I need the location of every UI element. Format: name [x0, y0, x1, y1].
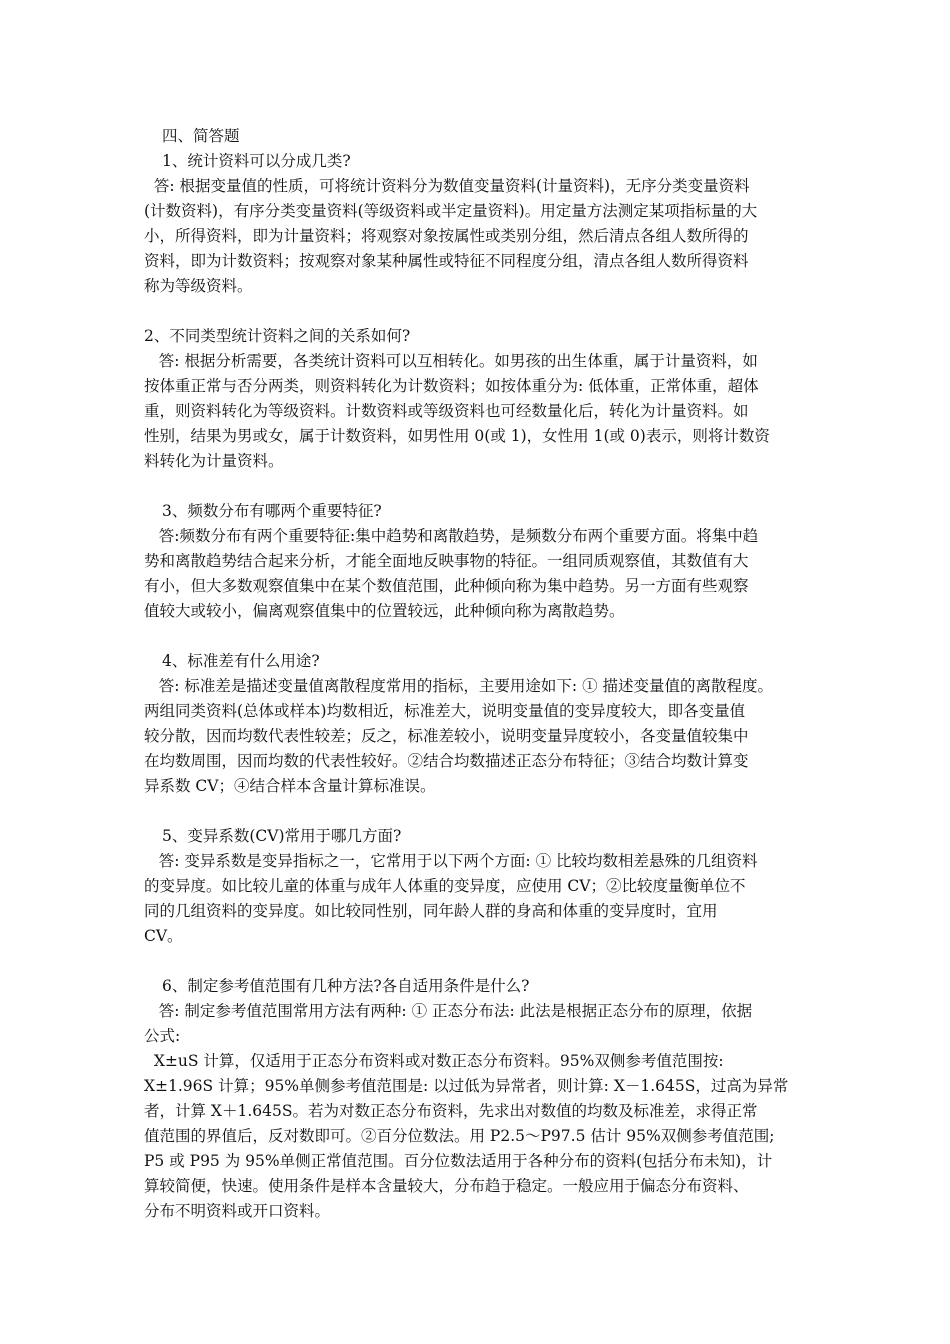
answer-line: 的变异度。如比较儿童的体重与成年人体重的变异度，应使用 CV；②比较度量衡单位不 [144, 877, 746, 895]
paragraph-gap [144, 949, 816, 974]
paragraph-gap [144, 624, 816, 649]
answer-line: P5 或 P95 为 95%单侧正常值范围。百分位数法适用于各种分布的资料(包括分布未知)，计 [144, 1152, 773, 1170]
section-title: 四、简答题 [162, 127, 240, 145]
answer-line: 按体重正常与否分两类，则资料转化为计数资料；如按体重分为: 低体重，正常体重，超体 [144, 377, 759, 395]
answer-3 [144, 524, 816, 624]
answer-line: 答: 变异系数是变异指标之一，它常用于以下两个方面: ① 比较均数相差悬殊的几组资料 [144, 852, 758, 870]
answer-line: 值较大或较小，偏离观察值集中的位置较远，此种倾向称为离散趋势。 [144, 602, 625, 620]
question-2: 2、不同类型统计资料之间的关系如何? [144, 327, 411, 345]
answer-4 [144, 674, 816, 799]
answer-line: 公式: [144, 1027, 181, 1045]
answer-line: 重，则资料转化为等级资料。计数资料或等级资料也可经数量化后，转化为计量资料。如 [144, 402, 749, 420]
answer-1 [144, 174, 816, 299]
answer-line: 者，计算 X＋1.645S。若为对数正态分布资料，先求出对数值的均数及标准差，求得正常 [144, 1102, 758, 1120]
answer-5 [144, 849, 816, 949]
answer-2 [144, 349, 816, 474]
answer-line: CV。 [144, 927, 183, 945]
answer-line: (计数资料)，有序分类变量资料(等级资料或半定量资料)。用定量方法测定某项指标量的大 [144, 202, 758, 220]
answer-line: 分布不明资料或开口资料。 [144, 1202, 331, 1220]
paragraph-gap [144, 299, 816, 324]
question-5: 5、变异系数(CV)常用于哪几方面? [162, 827, 402, 845]
paragraph-gap [144, 799, 816, 824]
answer-line: 性别，结果为男或女，属于计数资料，如男性用 0(或 1)，女性用 1(或 0)表示，则将计数资 [144, 427, 770, 445]
question-4: 4、标准差有什么用途? [162, 652, 320, 670]
question-1: 1、统计资料可以分成几类? [162, 152, 351, 170]
answer-line: 势和离散趋势结合起来分析，才能全面地反映事物的特征。一组同质观察值，其数值有大 [144, 552, 749, 570]
answer-line: X±uS 计算，仅适用于正态分布资料或对数正态分布资料。95%双侧参考值范围按: [144, 1052, 724, 1070]
answer-line: 在均数周围，因而均数的代表性较好。②结合均数描述正态分布特征；③结合均数计算变 [144, 752, 749, 770]
answer-line: 答: 制定参考值范围常用方法有两种: ① 正态分布法: 此法是根据正态分布的原理，依据 [144, 1002, 753, 1020]
answer-line: 异系数 CV；④结合样本含量计算标准误。 [144, 777, 436, 795]
question-6: 6、制定参考值范围有几种方法?各自适用条件是什么? [162, 977, 530, 995]
answer-line: 小，所得资料，即为计量资料；将观察对象按属性或类别分组，然后清点各组人数所得的 [144, 227, 749, 245]
answer-line: 答: 根据分析需要，各类统计资料可以互相转化。如男孩的出生体重，属于计量资料，如 [144, 352, 758, 370]
answer-line: 称为等级资料。 [144, 277, 253, 295]
answer-line: 两组同类资料(总体或样本)均数相近，标准差大，说明变量值的变异度较大，即各变量值 [144, 702, 746, 720]
answer-line: 答: 标准差是描述变量值离散程度常用的指标，主要用途如下: ① 描述变量值的离散程度。 [144, 677, 774, 695]
answer-line: 值范围的界值后，反对数即可。②百分位数法。用 P2.5～P97.5 估计 95%双侧参考值范围; [144, 1127, 775, 1145]
answer-line: 有小，但大多数观察值集中在某个数值范围，此种倾向称为集中趋势。另一方面有些观察 [144, 577, 749, 595]
answer-line: 同的几组资料的变异度。如比较同性别，同年龄人群的身高和体重的变异度时，宜用 [144, 902, 718, 920]
answer-line: 答: 根据变量值的性质，可将统计资料分为数值变量资料(计量资料)，无序分类变量资料 [144, 177, 750, 195]
answer-line: 资料，即为计数资料；按观察对象某种属性或特征不同程度分组，清点各组人数所得资料 [144, 252, 749, 270]
document-body [144, 124, 816, 1224]
answer-line: 算较简便，快速。使用条件是样本含量较大，分布趋于稳定。一般应用于偏态分布资料、 [144, 1177, 749, 1195]
question-3: 3、频数分布有哪两个重要特征? [162, 502, 382, 520]
answer-line: 料转化为计量资料。 [144, 452, 284, 470]
paragraph-gap [144, 474, 816, 499]
answer-line: 较分散，因而均数代表性较差；反之，标准差较小，说明变量异度较小，各变量值较集中 [144, 727, 749, 745]
answer-line: 答:频数分布有两个重要特征:集中趋势和离散趋势，是频数分布两个重要方面。将集中趋 [144, 527, 759, 545]
answer-line: X±1.96S 计算；95%单侧参考值范围是: 以过低为异常者，则计算: X－1.645S，过高为异常 [144, 1077, 789, 1095]
answer-6 [144, 999, 816, 1224]
